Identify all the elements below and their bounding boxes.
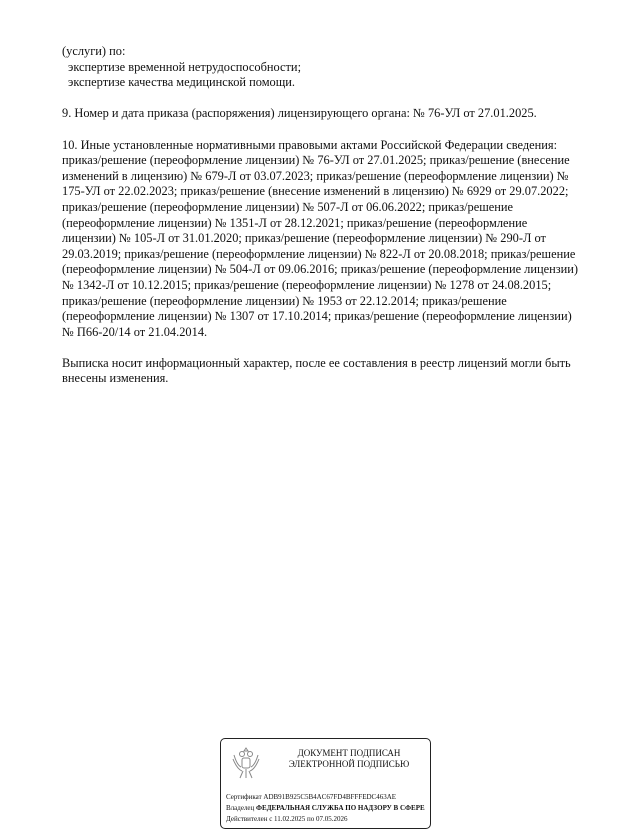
document-body	[62, 44, 602, 387]
item-10-line: (переоформление лицензии) № 504-Л от 09.06.2016; приказ/решение (переоформление лицензии)	[62, 262, 579, 277]
owner-value: ФЕДЕРАЛЬНАЯ СЛУЖБА ПО НАДЗОРУ В СФЕРЕ	[256, 804, 425, 812]
item-10-line: приказ/решение (переоформление лицензии) № 507-Л от 06.06.2022; приказ/решение	[62, 199, 514, 214]
coat-of-arms-icon	[231, 745, 261, 781]
stamp-title-line: ДОКУМЕНТ ПОДПИСАН	[297, 748, 401, 758]
item-9-order: 9. Номер и дата приказа (распоряжения) лицензирующего органа: № 76-УЛ от 27.01.2025.	[62, 106, 537, 121]
intro-line: экспертизе временной нетрудоспособности;	[68, 59, 302, 74]
stamp-title-line: ЭЛЕКТРОННОЙ ПОДПИСЬЮ	[288, 759, 410, 769]
cert-value: ADB91B925C5B4AC67FD4BFFFEDC463AE	[263, 793, 397, 801]
item-10-line: 175-УЛ от 22.02.2023; приказ/решение (внесение изменений в лицензию) № 6929 от 29.07.2022;	[62, 184, 569, 199]
item-10-line: приказ/решение (переоформление лицензии) № 1953 от 22.12.2014; приказ/решение	[62, 293, 507, 308]
item-10-line: лицензии) № 105-Л от 31.01.2020; приказ/решение (переоформление лицензии) № 290-Л от	[62, 231, 546, 246]
item-10-line: (переоформление лицензии) № 1307 от 17.10.2014; приказ/решение (переоформление лицензии)	[62, 309, 572, 324]
item-10-line: 29.03.2019; приказ/решение (переоформление лицензии) № 822-Л от 20.08.2018; приказ/решение	[62, 246, 576, 261]
item-10-line: № 1342-Л от 10.12.2015; приказ/решение (переоформление лицензии) № 1278 от 24.08.2015;	[62, 277, 552, 292]
item-10-line: приказ/решение (переоформление лицензии) № 76-УЛ от 27.01.2025; приказ/решение (внесение	[62, 153, 570, 168]
owner-row	[226, 803, 425, 814]
item-10-line: № П66-20/14 от 21.04.2014.	[62, 324, 208, 339]
item-10-other-info	[62, 138, 602, 341]
certificate-row	[226, 792, 425, 803]
item-10-line: (переоформление лицензии) № 1351-Л от 28.12.2021; приказ/решение (переоформление	[62, 215, 528, 230]
intro-line: экспертизе качества медицинской помощи.	[68, 75, 296, 90]
owner-label: Владелец	[226, 804, 255, 812]
cert-label: Сертификат	[226, 793, 262, 801]
note-line: Выписка носит информационный характер, после ее составления в реестр лицензий могли быть	[62, 355, 571, 370]
item-10-line: 10. Иные установленные нормативными правовыми актами Российской Федерации сведения:	[62, 137, 558, 152]
item-10-line: изменений в лицензию) № 679-Л от 03.07.2023; приказ/решение (переоформление лицензии) №	[62, 168, 569, 183]
intro-line: (услуги) по:	[62, 44, 126, 58]
validity-row: Действителен с 11.02.2025 по 07.05.2026	[226, 815, 348, 823]
note-line: внесены изменения.	[62, 371, 169, 386]
electronic-signature-stamp	[220, 738, 431, 829]
